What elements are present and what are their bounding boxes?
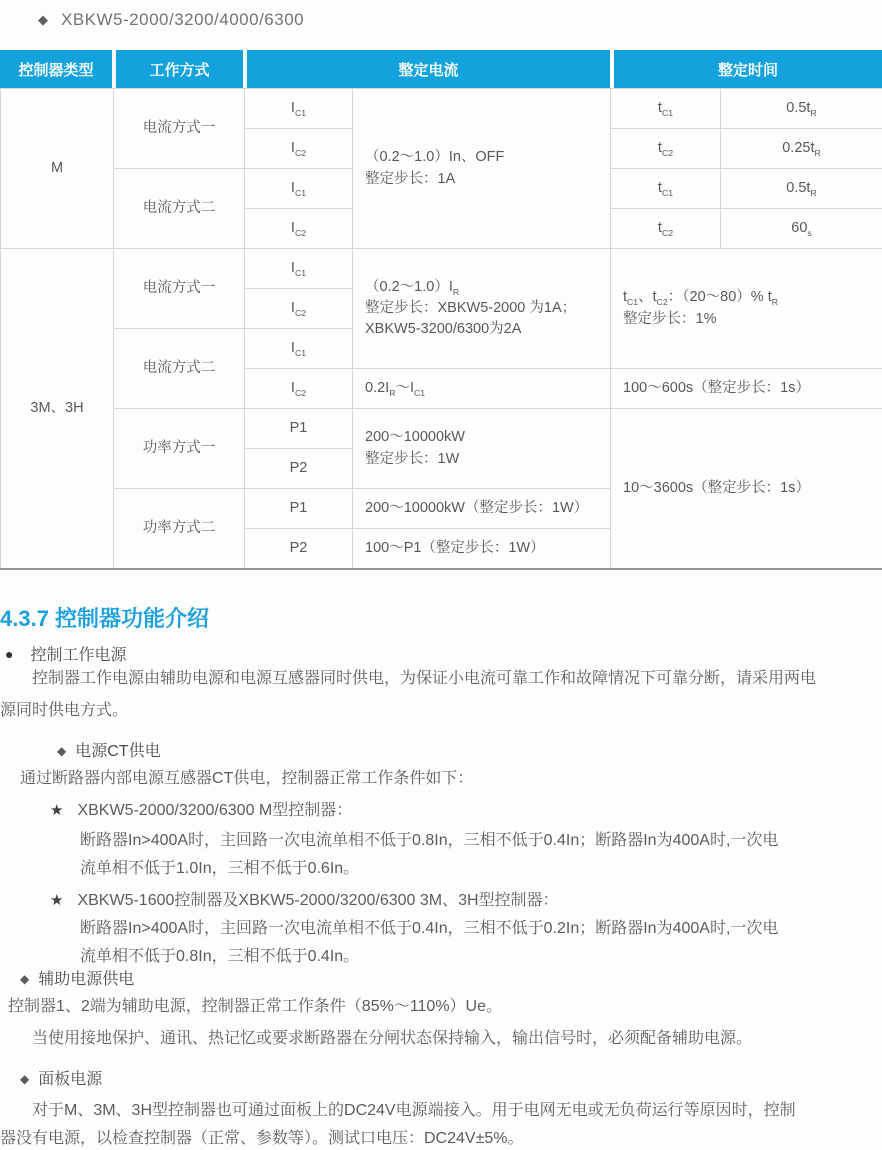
cell-param: $I_{C2}$ [245, 289, 353, 329]
sub-bullet-heading [20, 968, 134, 991]
star-item-label: XBKW5-1600控制器及XBKW5-2000/3200/6300 3M、3H型控制器： [77, 892, 558, 909]
paragraph-line: 当使用接地保护、通讯、热记忆或要求断路器在分闸状态保持输入，输出信号时，必须配备辅助电源。 [32, 1028, 752, 1050]
cell-param: $I_{C1}$ [245, 329, 353, 369]
star-item-label: XBKW5-2000/3200/6300 M型控制器： [77, 802, 352, 819]
cell-time-value: $0.5t_R$ [721, 89, 882, 129]
diamond-icon: ◆ [20, 968, 29, 990]
star-icon: ★ [50, 800, 63, 822]
sub-bullet-heading [57, 740, 161, 763]
header-setting-current: 整定电流 [247, 50, 610, 88]
cell-param: $I_{C1}$ [245, 89, 353, 129]
bullet-icon: ● [5, 643, 13, 665]
model-title: XBKW5-2000/3200/4000/6300 [61, 10, 304, 30]
star-icon: ★ [50, 890, 63, 912]
cell-time-value: $60_s$ [721, 209, 882, 249]
paragraph-line: 断路器In>400A时，主回路一次电流单相不低于0.8In，三相不低于0.4In；断路器In为400A时,一次电 [80, 830, 778, 852]
sub-bullet-heading [20, 1068, 102, 1091]
cell-mode: 功率方式一 [114, 409, 245, 489]
cell-param: P2 [245, 529, 353, 570]
cell-time-value: $0.5t_R$ [721, 169, 882, 209]
cell-mode: 功率方式二 [114, 489, 245, 570]
header-work-mode: 工作方式 [116, 50, 243, 88]
paragraph-line: 通过断路器内部电源互感器CT供电，控制器正常工作条件如下： [20, 768, 473, 790]
cell-param: P2 [245, 449, 353, 489]
cell-current: 200～10000kW 整定步长：1W [353, 409, 611, 489]
cell-time: $t_{C1}$、$t_{C2}$：（20～80）% $t_R$ 整定步长：1% [611, 249, 882, 369]
sub-bullet-label: 辅助电源供电 [38, 971, 134, 988]
bullet-label: 控制工作电源 [30, 647, 126, 664]
header-setting-time: 整定时间 [614, 50, 882, 88]
paragraph-line: 断路器In>400A时，主回路一次电流单相不低于0.4In，三相不低于0.2In；断路器In为400A时,一次电 [80, 918, 778, 940]
sub-bullet-label: 面板电源 [38, 1071, 102, 1088]
cell-param: $I_{C2}$ [245, 209, 353, 249]
cell-time: 10～3600s（整定步长：1s） [611, 409, 882, 570]
cell-mode: 电流方式一 [114, 249, 245, 329]
paragraph-line: 源同时供电方式。 [0, 700, 128, 722]
table-header-row [0, 50, 882, 88]
settings-table [0, 88, 882, 570]
cell-current: （0.2～1.0）In、OFF 整定步长：1A [353, 89, 611, 249]
cell-time-param: $t_{C1}$ [611, 89, 721, 129]
diamond-icon: ◆ [57, 740, 66, 762]
cell-current: $(0.2\sim 1.0)I_R$ 整定步长：XBKW5-2000 为1A； XBKW5-3200/6300为2A [353, 249, 611, 369]
diamond-icon: ◆ [20, 1068, 29, 1090]
table-row [1, 249, 882, 289]
paragraph-line: 器没有电源，以检查控制器（正常、参数等）。测试口电压：DC24V±5%。 [0, 1128, 524, 1150]
table-row [1, 409, 882, 449]
cell-param: $I_{C2}$ [245, 369, 353, 409]
cell-time: 100～600s（整定步长：1s） [611, 369, 882, 409]
star-item [50, 890, 559, 912]
cell-param: P1 [245, 409, 353, 449]
header-controller-type: 控制器类型 [0, 50, 112, 88]
cell-current: 200～10000kW（整定步长：1W） [353, 489, 611, 529]
paragraph-line: 对于M、3M、3H型控制器也可通过面板上的DC24V电源端接入。用于电网无电或无负荷运行等原因时，控制 [32, 1100, 796, 1122]
section-heading: 4.3.7 控制器功能介绍 [0, 602, 209, 633]
paragraph-line: 流单相不低于0.8In，三相不低于0.4In。 [80, 946, 359, 968]
star-item [50, 800, 352, 822]
cell-mode: 电流方式一 [114, 89, 245, 169]
paragraph-line: 流单相不低于1.0In，三相不低于0.6In。 [80, 858, 359, 880]
model-title-line [38, 10, 304, 30]
paragraph-line: 控制器工作电源由辅助电源和电源互感器同时供电，为保证小电流可靠工作和故障情况下可靠分断，请采用两电 [32, 668, 816, 690]
cell-time-value: $0.25t_R$ [721, 129, 882, 169]
table-row [1, 89, 882, 129]
cell-mode: 电流方式二 [114, 329, 245, 409]
cell-param: $I_{C2}$ [245, 129, 353, 169]
bullet-heading [5, 643, 126, 667]
cell-current: 100～P1（整定步长：1W） [353, 529, 611, 570]
cell-time-param: $t_{C1}$ [611, 169, 721, 209]
cell-current: $0.2I_R\sim I_{C1}$ [353, 369, 611, 409]
diamond-icon: ◆ [38, 12, 48, 28]
cell-param: $I_{C1}$ [245, 169, 353, 209]
cell-type-m: M [1, 89, 114, 249]
cell-type-3m3h: 3M、3H [1, 249, 114, 570]
cell-param: $I_{C1}$ [245, 249, 353, 289]
paragraph-line: 控制器1、2端为辅助电源，控制器正常工作条件（85%～110%）Ue。 [8, 996, 502, 1018]
cell-mode: 电流方式二 [114, 169, 245, 249]
cell-time-param: $t_{C2}$ [611, 129, 721, 169]
cell-param: P1 [245, 489, 353, 529]
cell-time-param: $t_{C2}$ [611, 209, 721, 249]
sub-bullet-label: 电源CT供电 [75, 743, 160, 760]
